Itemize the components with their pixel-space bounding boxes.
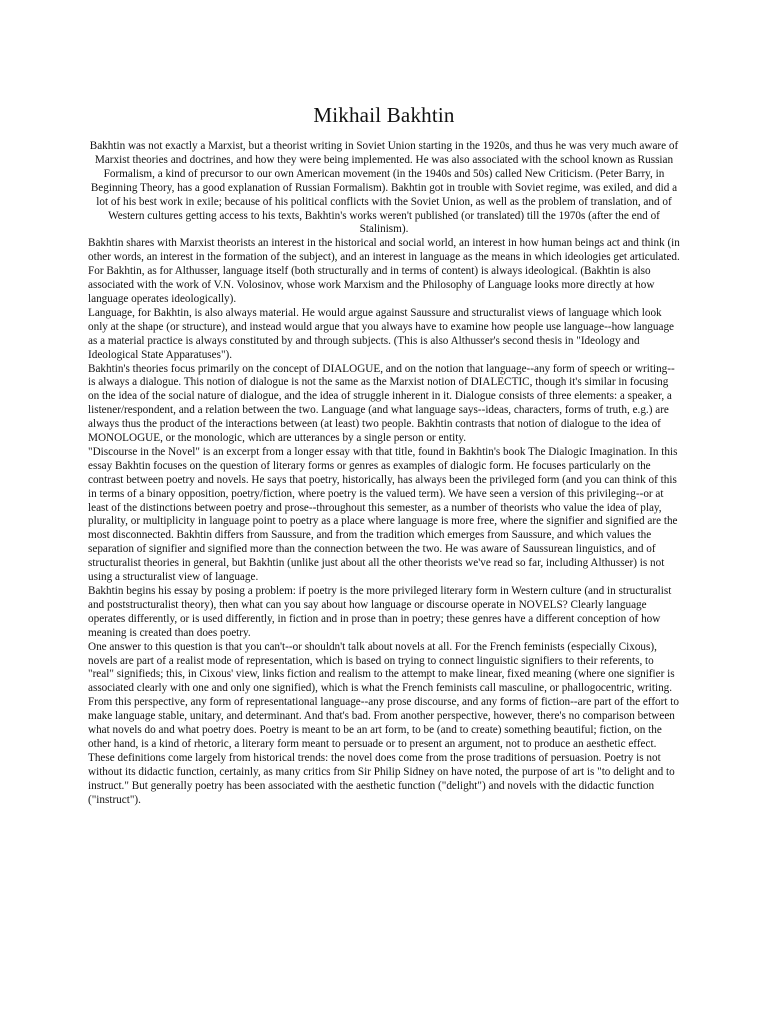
body-paragraph-3: Bakhtin's theories focus primarily on the concept of DIALOGUE, and on the notion that language--any form of speech or writing--is always a dialogue. This notion of dialogue is not the same as the Marxist notion of DIALECTIC, though it's similar in focusing on the idea of the social nature of dialogue, and the idea of struggle inherent in it. Dialogue consists of three elements: a speaker, a listener/respondent, and a relation between the two. Language (and what language says--ideas, characters, forms of truth, e.g.) are always thus the product of the interactions between (at least) two people. Bakhtin contrasts that notion of dialogue to the idea of MONOLOGUE, or the monologic, which are utterances by a single person or entity. (88, 362, 675, 445)
body-paragraph-2: Language, for Bakhtin, is also always material. He would argue against Saussure and structuralist views of language which look only at the shape (or structure), and instead would argue that you always have to examine how people use language--how language as a material practice is always constituted by and through subjects. (This is also Althusser's second thesis in "Ideology and Ideological State Apparatuses"). (88, 306, 675, 361)
page-title: Mikhail Bakhtin (313, 103, 455, 127)
body-paragraph-5: Bakhtin begins his essay by posing a problem: if poetry is the more privileged literary form in Western culture (and in structuralist and poststructuralist theory), then what can you say about how language or discourse operate in NOVELS? Clearly language operates differently, or is used differently, in fiction and in prose than in poetry; these genres have a different conception of how meaning is created than does poetry. (88, 585, 672, 639)
body-paragraph-6: One answer to this question is that you can't--or shouldn't talk about novels at all. For the French feminists (especially Cixous), novels are part of a realist mode of representation, which is based on trying to connect linguistic signifiers to their referents, to "real" signifieds; this, in Cixous' view, links fiction and realism to the attempt to make linear, fixed meaning (where one signifier is associated clearly with one and only one signified), which is what the French feminists call masculine, or phallogocentric, writing. (88, 640, 675, 695)
intro-paragraph: Bakhtin was not exactly a Marxist, but a theorist writing in Soviet Union starting in the 1920s, and thus he was very much aware of Marxist theories and doctrines, and how they were being implemented. He was also associated with the school known as Russian Formalism, a kind of precursor to our own American movement (in the 1940s and 50s) called New Criticism. (Peter Barry, in Beginning Theory, has a good explanation of Russian Formalism). Bakhtin got in trouble with Soviet regime, was exiled, and did a lot of his best work in exile; because of his political conflicts with the Soviet Union, as well as the problem of translation, and of Western cultures getting access to his texts, Bakhtin's works weren't published (or translated) till the 1970s (after the end of Stalinism). (89, 140, 679, 236)
body-paragraph-1: Bakhtin shares with Marxist theorists an interest in the historical and social world, an interest in how human beings act and think (in other words, an interest in the formation of the subject), and an interest in language as the means in which ideologies get articulated. For Bakhtin, as for Althusser, language itself (both structurally and in terms of content) is always ideological. (Bakhtin is also associated with the work of V.N. Volosinov, whose work Marxism and the Philosophy of Language looks more directly at how language operates ideologically). (88, 237, 680, 305)
body-paragraph-7: From this perspective, any form of representational language--any prose discourse, and any forms of fiction--are part of the effort to make language stable, unitary, and determinant. And that's bad. From another perspective, however, there's no comparison between what novels do and what poetry does. Poetry is meant to be an art form, to be (and to create) something beautiful; fiction, on the other hand, is a kind of rhetoric, a literary form meant to persuade or to present an argument, not to produce an aesthetic effect. These definitions come largely from historical trends: the novel does come from the prose traditions of persuasion. Poetry is not without its didactic function, certainly, as many critics from Sir Philip Sidney on have noted, the purpose of art is "to delight and to instruct." But generally poetry has been associated with the aesthetic function ("delight") and novels with the didactic function ("instruct"). (88, 696, 679, 806)
body-paragraph-4: "Discourse in the Novel" is an excerpt from a longer essay with that title, found in Bakhtin's book The Dialogic Imagination. In this essay Bakhtin focuses on the question of literary forms or genres as examples of dialogic form. He focuses particularly on the contrast between poetry and novels. He says that poetry, historically, has always been the privileged form (and you can think of this in terms of a binary opposition, poetry/fiction, where poetry is the valued term). We have seen a version of this privileging--or at least of the distinctions between poetry and prose--throughout this semester, as a number of theorists who value the idea of play, plurality, or multiplicity in language point to poetry as a place where language is more free, where the signifier and signified are the most disconnected. Bakhtin differs from Saussure, and from the tradition which emerges from Saussure, and which values the separation of signifier and signified more than the connection between the two. He was aware of Saussurean linguistics, and of structuralist theories in general, but Bakhtin (unlike just about all the other theorists we've read so far, including Althusser) is not using a structuralist view of language. (88, 445, 678, 584)
document-page (88, 102, 680, 808)
